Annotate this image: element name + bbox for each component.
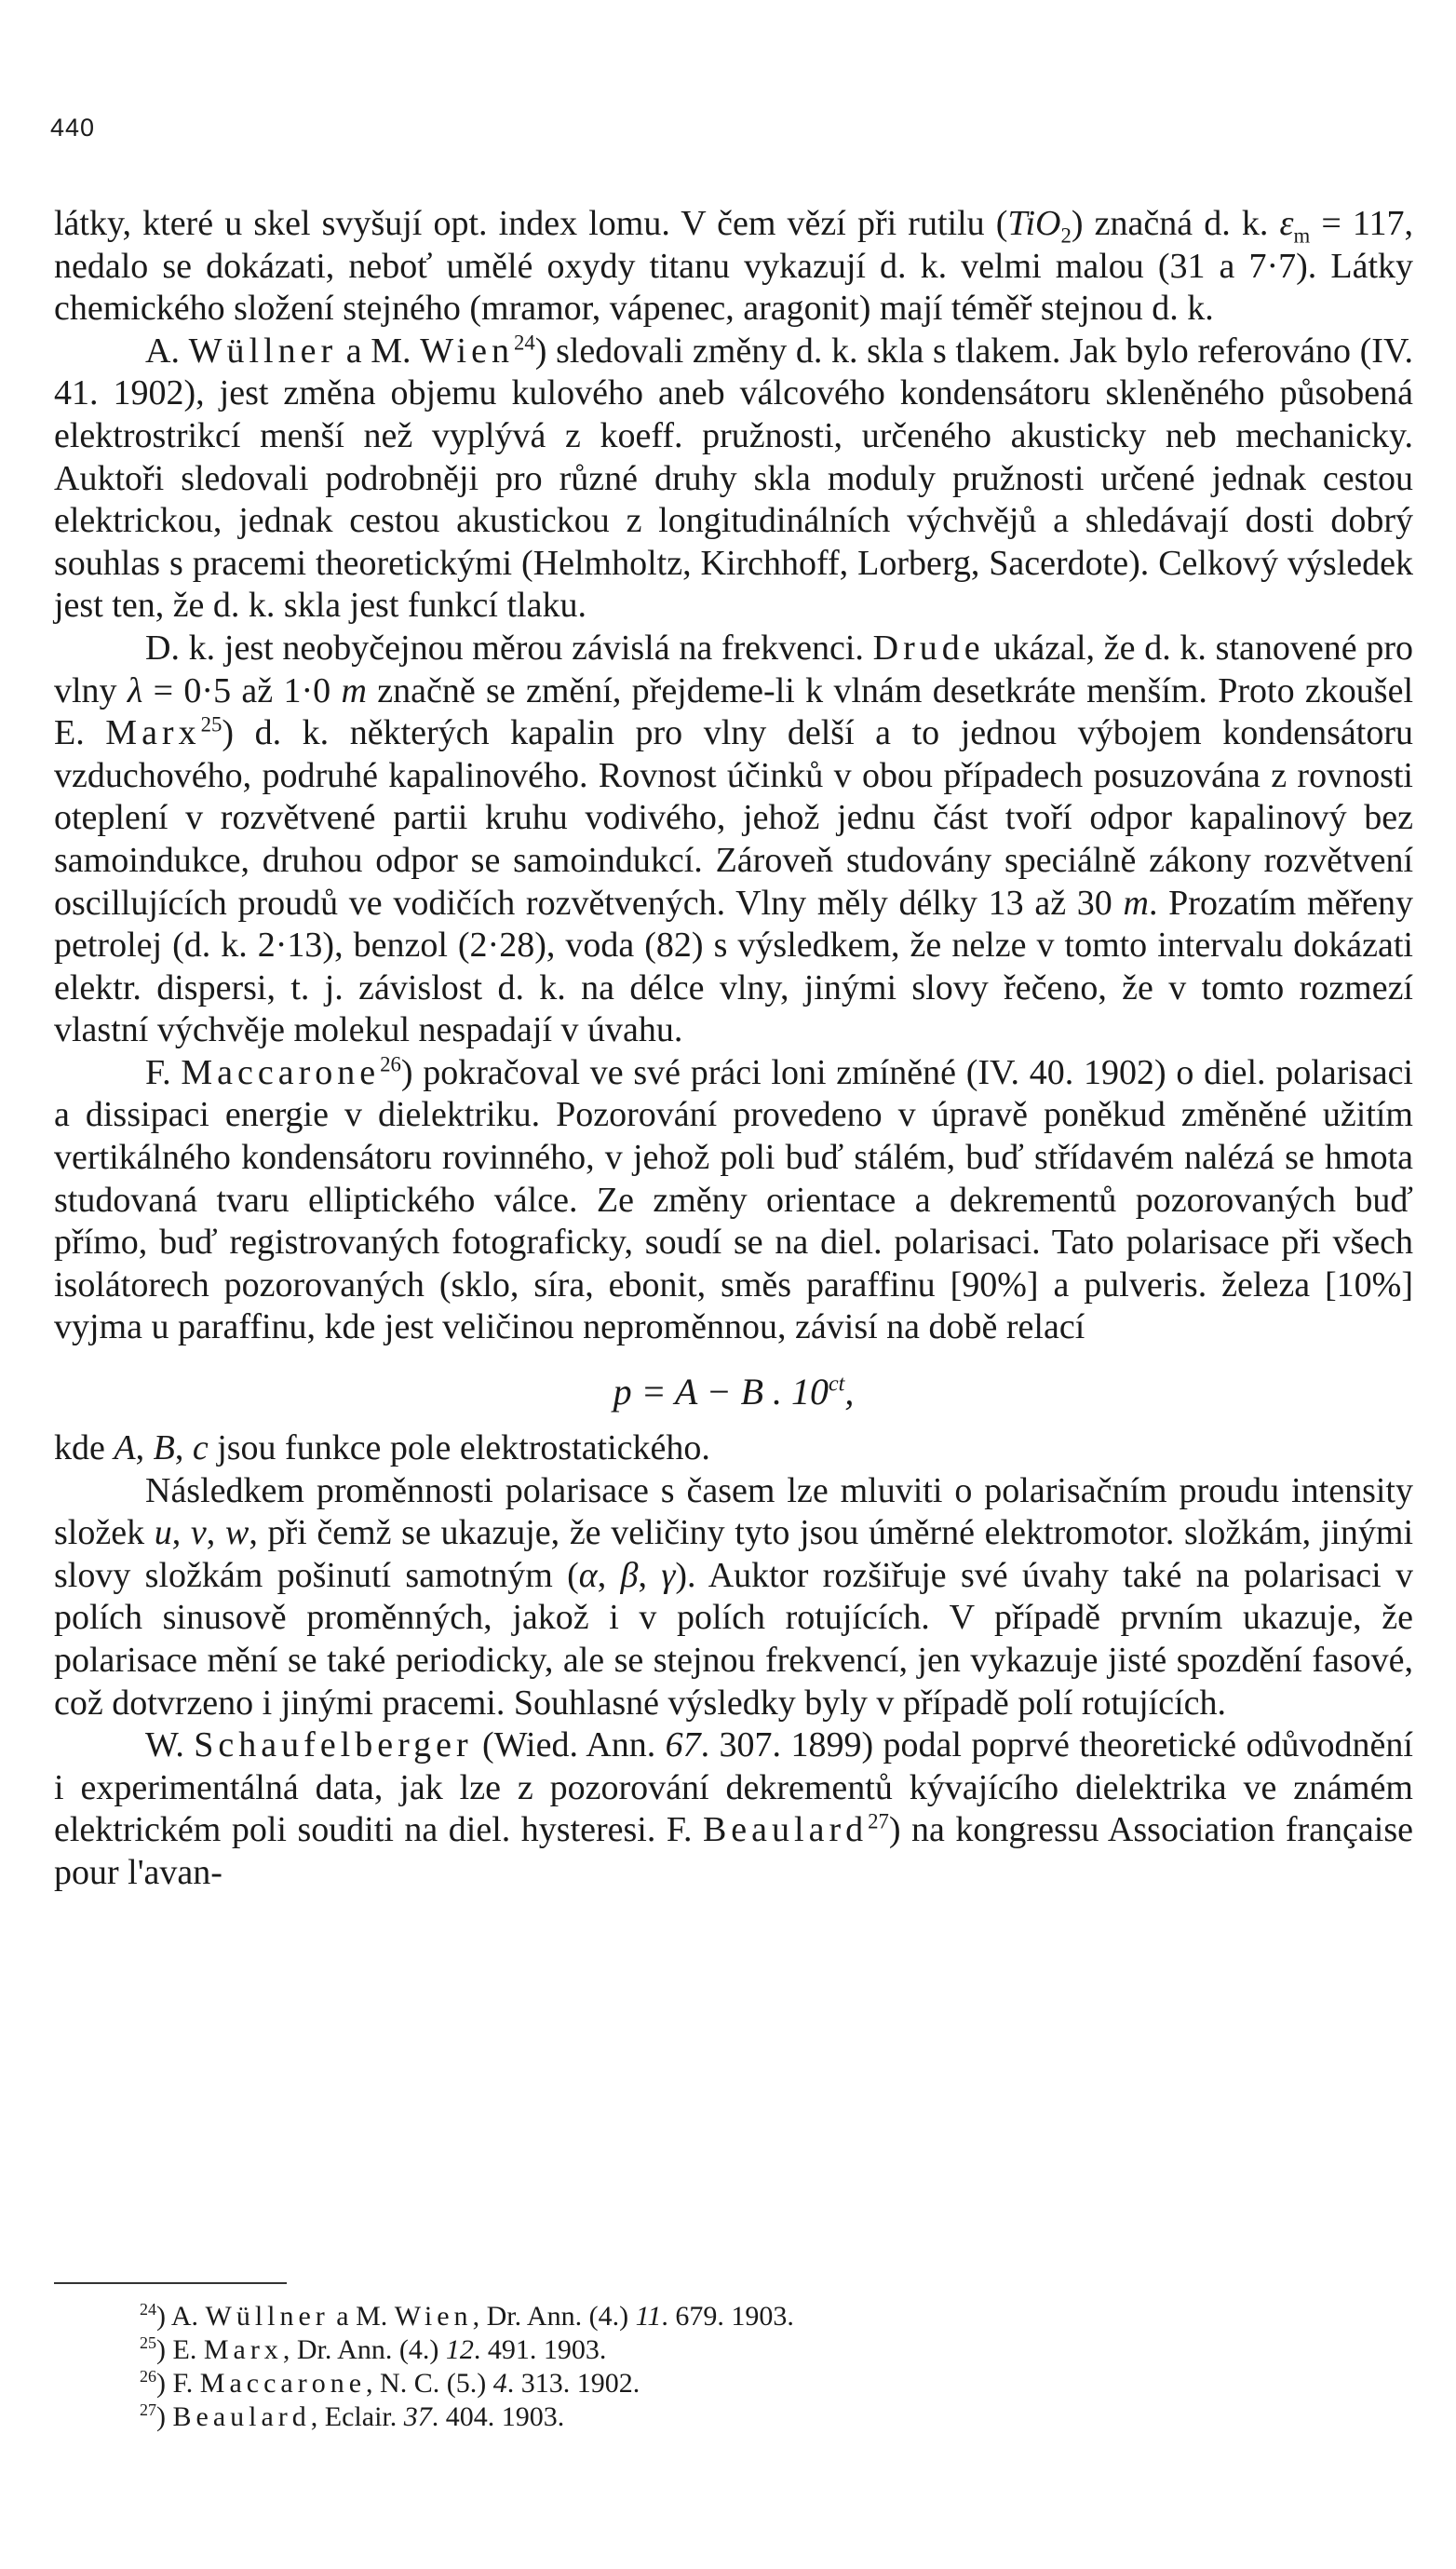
text-run: B	[153, 1428, 175, 1468]
text-run: A	[114, 1428, 136, 1468]
text-run: D. k. jest neobyčejnou měrou závislá na frekvenci.	[145, 628, 873, 668]
text-run: a M.	[337, 331, 421, 371]
text-run: . 404. 1903.	[431, 2401, 565, 2432]
text-run: ukázal, že d. k. stanovené pro vlny	[54, 628, 1413, 710]
text-run: 26	[380, 1052, 401, 1076]
text-run: Marx	[203, 2334, 283, 2365]
text-run: Wien	[420, 331, 514, 371]
text-run: . 679. 1903.	[661, 2301, 794, 2332]
text-run: ) sledovali změny d. k. skla s tlakem. Jak bylo referováno (IV. 41. 1902), jest změna objemu kulového aneb válcového kondensátoru skleněného působená elektrostrikcí menší než vyplývá z koeff. pružnosti, určeného akusticky neb mechanicky. Auktoři sledovali podrobněji pro různé druhy skla moduly pružnosti určené jednak cestou elektrickou, jednak cestou akustickou z longitudinálních výchvějů a shledávají dosti dobrý souhlas s pracemi theoretickými (Helmholtz, Kirchhoff, Lorberg, Sacerdote). Celkový výsledek jest ten, že d. k. skla jest funkcí tlaku.	[54, 331, 1414, 626]
text-run: 26	[140, 2367, 156, 2386]
text-run: Maccarone	[199, 2368, 367, 2399]
text-run: A.	[145, 331, 189, 371]
text-run: Následkem proměnnosti polarisace s časem lze mluviti o polarisačním proudu intensity složek	[54, 1470, 1413, 1553]
text-run: , Dr. Ann. (4.)	[282, 2334, 446, 2365]
text-run: ,	[597, 1555, 621, 1595]
text-run: Drude	[872, 628, 985, 668]
text-run: 24	[513, 331, 535, 355]
body-text	[54, 203, 1413, 1895]
text-run: (Wied. Ann.	[472, 1725, 666, 1765]
footnote	[140, 2400, 1350, 2434]
text-run: λ	[127, 670, 143, 710]
paragraph	[54, 331, 1413, 628]
text-run: ε	[1279, 204, 1294, 243]
text-run: jsou funkce pole elektrostatického.	[208, 1428, 710, 1468]
text-run: Schaufelberger	[194, 1725, 473, 1765]
paragraph	[54, 1470, 1413, 1725]
footnote-divider	[54, 2282, 287, 2284]
text-run: kde	[54, 1428, 115, 1468]
text-run: Marx	[105, 713, 201, 753]
text-run: , při čemž se ukazuje, že veličiny tyto jsou úměrné elektromotor. složkám, jinými slovy složkám pošinutí samotným (	[54, 1513, 1414, 1595]
text-run: , Dr. Ann. (4.)	[472, 2301, 636, 2332]
text-run: 37	[403, 2401, 432, 2432]
text-run: ). Auktor rozšiřuje své úvahy také na polarisaci v polích sinusově proměnných, jakož i v polích rotujících. V případě prvním ukazuje, že polarisace mění se také periodicky, ale se stejnou frekvencí, jen vykazuje jisté spozdění fasové, což dotvrzeno i jinými pracemi. Souhlasné výsledky byly v případě polí rotujících.	[54, 1555, 1414, 1723]
text-run: ) F.	[156, 2368, 200, 2399]
text-run: 27	[868, 1809, 889, 1833]
text-run: , N. C. (5.)	[366, 2368, 493, 2399]
text-run: v	[190, 1513, 207, 1553]
footnote	[140, 2333, 1350, 2367]
text-run: 25	[200, 712, 222, 737]
text-run: . 307. 1899) podal poprvé theoretické odůvodnění i experimentálná data, jak lze z pozorování dekrementů kývajícího dielektrika ve známém elektrickém poli souditi na diel. hysteresi. F.	[54, 1725, 1413, 1850]
text-run: w	[224, 1513, 249, 1553]
text-run: ) na kongressu Association française pour l'avan-	[54, 1810, 1413, 1892]
text-run: = 0·5 až 1·0	[142, 670, 342, 710]
footnote	[140, 2367, 1350, 2400]
text-run: Beaulard	[172, 2401, 311, 2432]
text-run: Beaulard	[702, 1810, 869, 1850]
text-run: . 313. 1902.	[506, 2368, 640, 2399]
paragraph	[54, 628, 1413, 1052]
text-run: = 117, nedalo se dokázati, neboť umělé oxydy titanu vykazují d. k. velmi malou (31 a 7·7). Látky chemického složení stejného (mramor, vápenec, aragonit) mají téměř stejnou d. k.	[54, 204, 1413, 329]
text-run: ) d. k. některých kapalin pro vlny delší a to jednou výbojem kondensátoru vzduchového, podruhé kapalinového. Rovnost účinků v obou případech posuzována z rovnosti oteplení v rozvětvené partii kruhu vodivého, jehož jednu část tvoří odpor kapalinový bez samoindukce, druhou odpor se samoindukcí. Zároveň studovány speciálně zákony rozvětvení oscillujících proudů ve vodičích rozvětvených. Vlny měly délky 13 až 30	[54, 713, 1413, 923]
text-run: ) E.	[156, 2334, 204, 2365]
text-run: . 491. 1903.	[473, 2334, 607, 2365]
text-run: 25	[140, 2333, 156, 2352]
paragraph	[54, 1724, 1413, 1894]
text-run: 11	[635, 2301, 662, 2332]
text-run: ) A.	[156, 2301, 206, 2332]
text-run: 24	[140, 2300, 156, 2319]
text-run: α	[578, 1555, 598, 1595]
text-run: ) značná d. k.	[1071, 204, 1280, 243]
page-number: 440	[50, 114, 96, 142]
text-run: u	[154, 1513, 172, 1553]
text-run: F.	[145, 1052, 182, 1092]
text-run: 4	[492, 2368, 507, 2399]
text-run: m	[341, 670, 367, 710]
text-run: ,	[135, 1428, 154, 1468]
text-run: Wien	[394, 2301, 473, 2332]
text-run: 2	[1060, 223, 1072, 248]
text-run: a M.	[329, 2301, 395, 2332]
text-run: ,	[844, 1371, 855, 1413]
text-run: látky, které u skel svyšují opt. index lomu. V čem vězí při rutilu (	[54, 204, 1008, 243]
text-run: 12	[445, 2334, 474, 2365]
text-run: c	[192, 1428, 209, 1468]
text-run: ct	[829, 1372, 845, 1397]
text-run: W.	[145, 1725, 195, 1765]
text-run: ,	[174, 1428, 193, 1468]
footnotes	[140, 2300, 1350, 2434]
paragraph	[54, 1427, 1413, 1470]
text-run: Wüllner	[188, 331, 338, 371]
text-run: ) pokračoval ve své práci loni zmíněné (IV. 40. 1902) o diel. polarisaci a dissipaci energie v dielektriku. Pozorování provedeno v úpravě poněkud změněné užitím vertikálného kondensátoru rovinného, v jehož poli buď stálém, buď střídavém nalézá se hmota studovaná tvaru elliptického válce. Ze změny orientace a dekrementů pozorovaných buď přímo, buď registrovaných fotograficky, soudí se na diel. polarisaci. Tato polarisace při všech isolátorech pozorovaných (sklo, síra, ebonit, směs paraffinu [90%] a pulveris. železa [10%] vyjma u paraffinu, kde jest veličinou neproměnnou, závisí na době relací	[54, 1052, 1413, 1347]
formula	[54, 1366, 1413, 1418]
text-run: Wüllner	[205, 2301, 330, 2332]
text-run: β	[620, 1555, 639, 1595]
text-run: Maccarone	[181, 1052, 381, 1092]
text-run: . Prozatím měřeny petrolej (d. k. 2·13), benzol (2·28), voda (82) s výsledkem, že nelze v tomto intervalu dokázati elektr. dispersi, t. j. závislost d. k. na délce vlny, jinými slovy řečeno, že v tomto rozmezí vlastní výchvěje molekul nespadají v úvahu.	[54, 883, 1414, 1050]
text-run: TiO	[1007, 204, 1061, 243]
text-run: )	[156, 2401, 173, 2432]
text-run: ,	[206, 1513, 225, 1553]
footnote	[140, 2300, 1350, 2333]
text-run: značně se změní, přejdeme-li k vlnám desetkráte menším. Proto zkoušel E.	[54, 670, 1413, 753]
text-run: ,	[171, 1513, 191, 1553]
text-run: γ	[661, 1555, 676, 1595]
text-run: 67	[665, 1725, 701, 1765]
paragraph	[54, 203, 1413, 331]
text-run: 27	[140, 2400, 156, 2419]
text-run: ,	[638, 1555, 662, 1595]
paragraph	[54, 1052, 1413, 1349]
text-run: p = A − B . 10	[613, 1371, 829, 1413]
text-run: , Eclair.	[310, 2401, 404, 2432]
text-run: m	[1123, 883, 1149, 923]
text-run: m	[1293, 223, 1311, 248]
